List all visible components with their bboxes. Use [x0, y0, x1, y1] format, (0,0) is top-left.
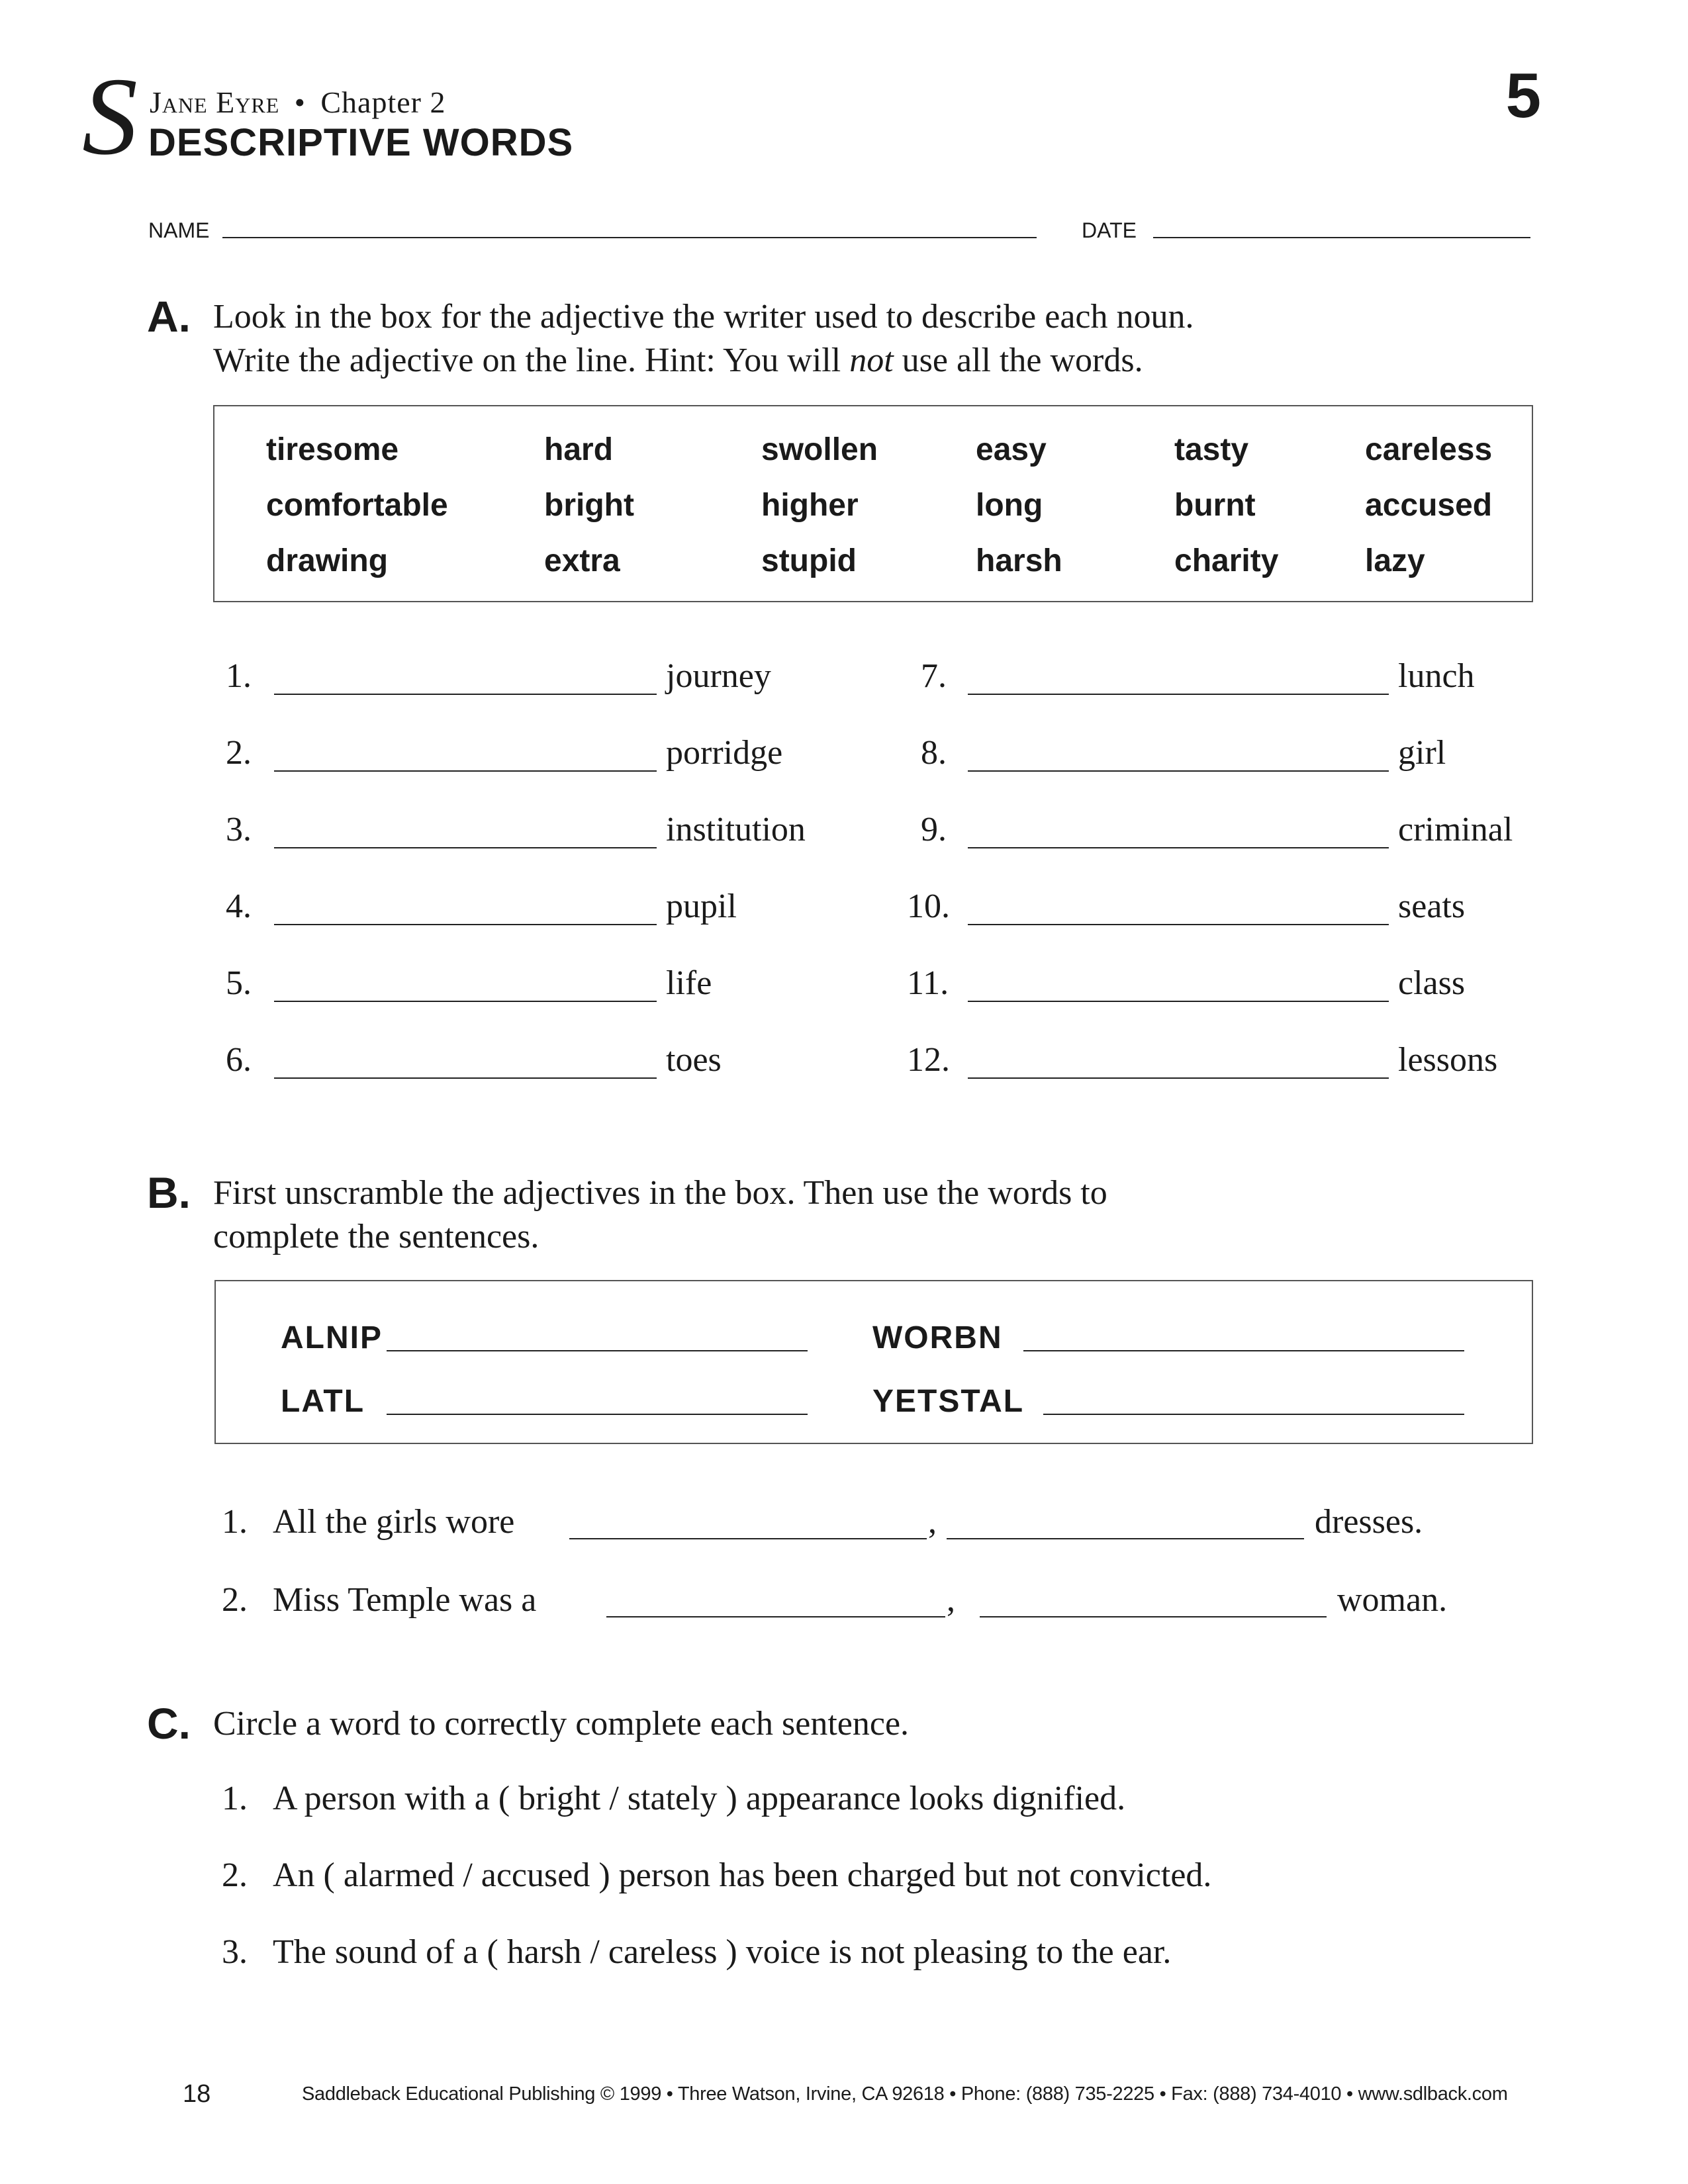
item-noun: institution [666, 811, 806, 848]
item-number: 5. [226, 964, 252, 1002]
publisher-logo-icon [79, 71, 154, 171]
sentence-b-blank[interactable] [569, 1538, 927, 1539]
unscramble-answer-4[interactable] [1043, 1414, 1464, 1415]
item-noun: journey [666, 657, 771, 695]
section-b-instruction: First unscramble the adjectives in the box. Then use the words to complete the sentences. [213, 1174, 1107, 1255]
word-bank-word: accused [1365, 488, 1493, 523]
word-bank-word: easy [976, 432, 1047, 467]
item-number: 8. [921, 734, 947, 772]
sentence-b-number: 2. [222, 1581, 248, 1619]
scrambled-word-2: WORBN [872, 1320, 1003, 1355]
item-number: 3. [226, 811, 252, 848]
item-noun: pupil [666, 887, 737, 925]
adjective-answer-blank[interactable] [968, 770, 1389, 772]
sentence-b-comma: , [947, 1581, 955, 1619]
sentence-b-text: Miss Temple was a [273, 1581, 537, 1619]
adjective-answer-blank[interactable] [968, 924, 1389, 925]
circle-item-number: 3. [222, 1933, 248, 1971]
sentence-b-number: 1. [222, 1503, 248, 1541]
item-noun: life [666, 964, 712, 1002]
title-separator: • [294, 85, 306, 119]
circle-item-sentence[interactable]: The sound of a ( harsh / careless ) voice is not pleasing to the ear. [273, 1933, 1172, 1971]
sentence-b-blank[interactable] [980, 1616, 1327, 1617]
sentence-b-text: dresses. [1315, 1503, 1423, 1541]
word-bank-word: hard [544, 432, 614, 467]
word-bank-word: stupid [761, 543, 857, 578]
item-noun: seats [1398, 887, 1466, 925]
sentence-b-text: All the girls wore [273, 1503, 515, 1541]
book-title: Jane Eyre [150, 85, 280, 119]
word-bank-word: careless [1365, 432, 1493, 467]
item-number: 4. [226, 887, 252, 925]
item-noun: toes [666, 1041, 722, 1079]
item-noun: lunch [1398, 657, 1475, 695]
sentence-b-blank[interactable] [606, 1616, 945, 1617]
adjective-answer-blank[interactable] [274, 1077, 657, 1079]
unscramble-answer-1[interactable] [387, 1350, 808, 1351]
item-number: 1. [226, 657, 252, 695]
item-number: 7. [921, 657, 947, 695]
sentence-b-text: woman. [1337, 1581, 1448, 1619]
adjective-answer-blank[interactable] [968, 847, 1389, 848]
item-number: 2. [226, 734, 252, 772]
circle-item-number: 2. [222, 1856, 248, 1894]
item-number: 6. [226, 1041, 252, 1079]
adjective-answer-blank[interactable] [968, 694, 1389, 695]
section-a-instruction [213, 295, 1194, 383]
section-a-letter: A. [147, 292, 191, 341]
word-bank-word: harsh [976, 543, 1062, 578]
name-label: NAME [148, 218, 210, 242]
word-bank-word: higher [761, 488, 859, 523]
adjective-answer-blank[interactable] [274, 1001, 657, 1002]
word-bank-word: drawing [266, 543, 389, 578]
worksheet-number: 5 [1505, 60, 1541, 131]
section-a-instruction-line2: Write the adjective on the line. Hint: You will not use all the words. [213, 341, 1143, 379]
item-number: 12. [907, 1041, 950, 1079]
sentence-b-comma: , [928, 1503, 937, 1541]
section-c-instruction: Circle a word to correctly complete each sentence. [213, 1705, 910, 1743]
footer-page-number: 18 [183, 2080, 211, 2108]
item-number: 10. [907, 887, 950, 925]
scrambled-word-4: YETSTAL [872, 1384, 1025, 1419]
section-c-letter: C. [147, 1699, 191, 1748]
adjective-answer-blank[interactable] [274, 924, 657, 925]
word-bank-word: bright [544, 488, 634, 523]
adjective-answer-blank[interactable] [274, 847, 657, 848]
emphasis-not: not [849, 341, 894, 379]
unscramble-answer-3[interactable] [387, 1414, 808, 1415]
item-noun: lessons [1398, 1041, 1498, 1079]
series-title [150, 85, 446, 120]
scrambled-word-1: ALNIP [281, 1320, 383, 1355]
section-b-letter: B. [147, 1168, 191, 1217]
adjective-answer-blank[interactable] [274, 694, 657, 695]
scrambled-word-3: LATL [281, 1384, 365, 1419]
item-noun: porridge [666, 734, 783, 772]
adjective-answer-blank[interactable] [274, 770, 657, 772]
circle-item-number: 1. [222, 1780, 248, 1817]
word-bank-word: extra [544, 543, 620, 578]
adjective-answer-blank[interactable] [968, 1001, 1389, 1002]
circle-item-sentence[interactable]: An ( alarmed / accused ) person has been charged but not convicted. [273, 1856, 1212, 1894]
unscramble-answer-2[interactable] [1023, 1350, 1464, 1351]
sentence-b-blank[interactable] [947, 1538, 1304, 1539]
item-number: 11. [907, 964, 949, 1002]
word-bank-word: tiresome [266, 432, 399, 467]
date-field[interactable] [1153, 237, 1530, 238]
item-number: 9. [921, 811, 947, 848]
word-bank-word: long [976, 488, 1043, 523]
chapter-label: Chapter 2 [320, 85, 446, 119]
item-noun: criminal [1398, 811, 1513, 848]
word-bank-word: charity [1174, 543, 1279, 578]
circle-item-sentence[interactable]: A person with a ( bright / stately ) appearance looks dignified. [273, 1780, 1126, 1817]
adjective-answer-blank[interactable] [968, 1077, 1389, 1079]
item-noun: girl [1398, 734, 1446, 772]
svg-text:S: S [82, 71, 138, 171]
word-bank-word: lazy [1365, 543, 1425, 578]
date-label: DATE [1082, 218, 1137, 242]
worksheet-title: DESCRIPTIVE WORDS [148, 121, 574, 164]
word-bank-word: tasty [1174, 432, 1249, 467]
footer-credit: Saddleback Educational Publishing © 1999 • Three Watson, Irvine, CA 92618 • Phone: (888) 735-2225 • Fax: (888) 734-4010 • www.sdlback.com [302, 2083, 1508, 2105]
word-bank-word: burnt [1174, 488, 1256, 523]
name-field[interactable] [222, 237, 1037, 238]
item-noun: class [1398, 964, 1466, 1002]
word-bank-word: swollen [761, 432, 878, 467]
section-a-instruction-line1: Look in the box for the adjective the writer used to describe each noun. [213, 298, 1194, 336]
word-bank-word: comfortable [266, 488, 448, 523]
